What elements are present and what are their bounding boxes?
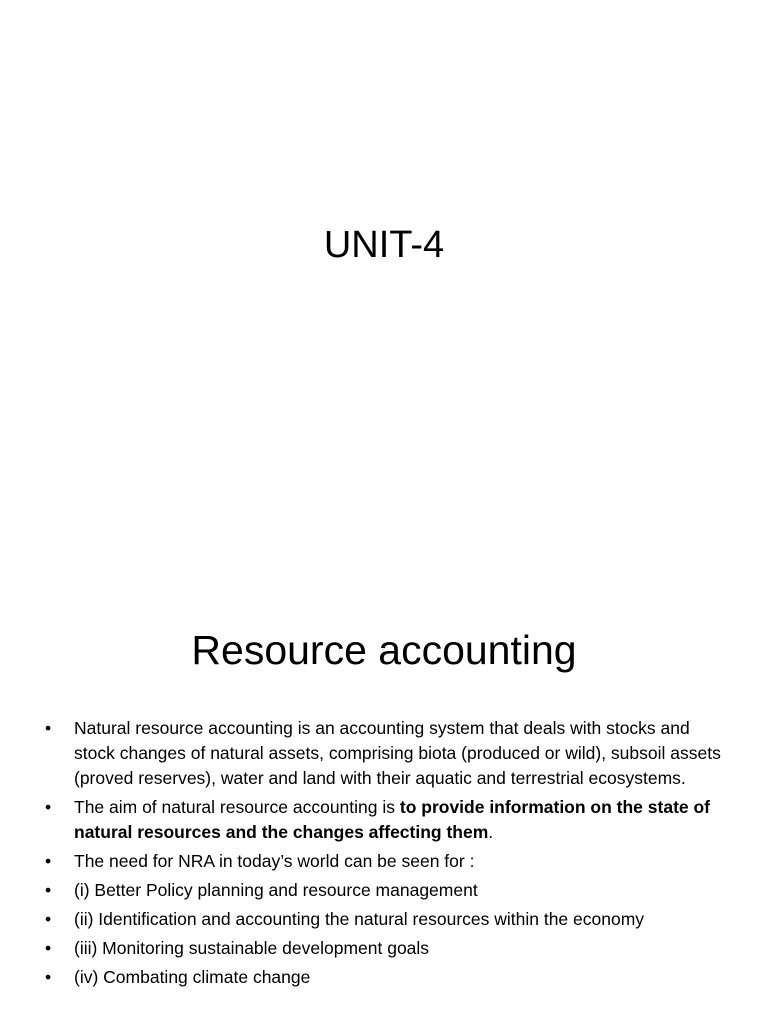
bullet-text: (i) Better Policy planning and resource management	[74, 880, 478, 900]
bullet-text: The need for NRA in today’s world can be seen for :	[74, 851, 475, 871]
bullet-list	[74, 716, 724, 994]
bullet-item-policy	[74, 878, 724, 903]
bullet-text: (iv) Combating climate change	[74, 967, 311, 987]
bullet-text: Natural resource accounting is an accounting system that deals with stocks and stock changes of natural assets, comprising biota (produced or wild), subsoil assets (proved reserves), water and land with their aquatic and terrestrial ecosystems.	[74, 718, 721, 788]
bullet-text: (iii) Monitoring sustainable development goals	[74, 938, 430, 958]
bullet-item-definition	[74, 716, 724, 791]
bullet-item-need	[74, 849, 724, 874]
section-title: Resource accounting	[191, 627, 577, 673]
bullet-item-aim	[74, 795, 724, 845]
bullet-item-climate	[74, 965, 724, 990]
bullet-text: (ii) Identification and accounting the natural resources within the economy	[74, 909, 645, 929]
bullet-text-end: .	[488, 822, 494, 842]
bullet-text: The aim of natural resource accounting is	[74, 797, 400, 817]
bullet-item-monitoring	[74, 936, 724, 961]
unit-title: UNIT-4	[323, 224, 445, 266]
bullet-bold-text: to provide information on the state of natural resources and the changes affecting them	[74, 797, 711, 842]
bullet-item-identification	[74, 907, 724, 932]
